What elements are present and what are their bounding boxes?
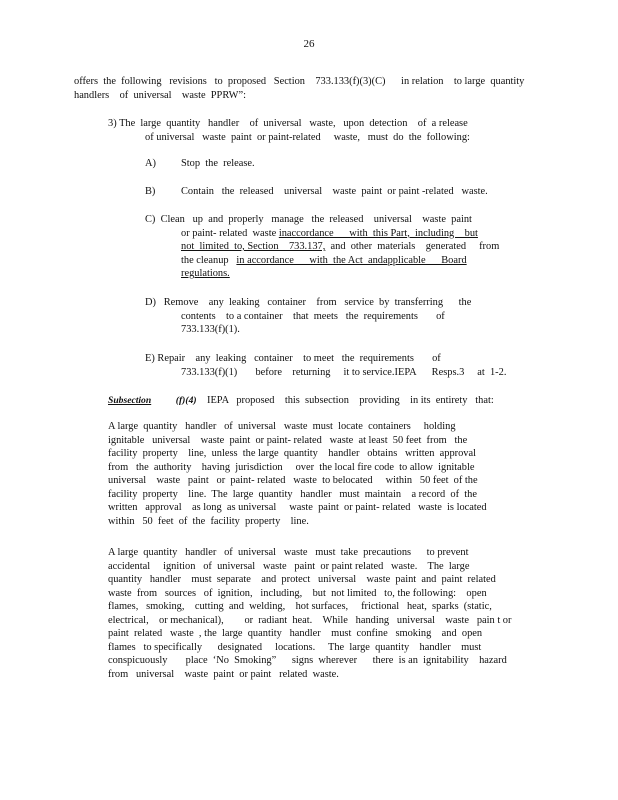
item-3-line: 3) The large quantity handler of universal waste, upon detection of a release <box>108 118 468 129</box>
intro-line: offers the following revisions to proposed Section 733.133(f)(3)(C) in relation to large quantity <box>74 76 525 87</box>
item-a <box>145 157 255 171</box>
paragraph-line: from universal waste paint or paint related waste. <box>108 668 339 680</box>
item-a-label: A) <box>145 158 156 169</box>
item-c-line <box>145 227 499 241</box>
item-d-line: 733.133(f)(1). <box>181 324 240 335</box>
item-d-line: contents to a container that meets the requirements of <box>181 310 445 322</box>
paragraph-line: accidental ignition of universal waste paint or paint related waste. The large <box>108 560 470 572</box>
item-c-line <box>145 254 499 268</box>
paragraph-line: facility property line. The large quantity handler must maintain a record of the <box>108 488 477 500</box>
paragraph-line: written approval as long as universal waste paint or paint- related waste is located <box>108 502 487 513</box>
page-number: 26 <box>303 38 315 50</box>
item-3-line: of universal waste paint or paint-related waste, must do the following: <box>145 131 470 143</box>
paragraph-line: flames to specifically designated locations. The large quantity handler must <box>108 641 482 653</box>
item-b-text: Contain the released universal waste paint or paint -related waste. <box>181 186 488 197</box>
item-c <box>145 213 499 281</box>
intro-line: handlers of universal waste PPRW”: <box>74 89 246 101</box>
paragraph-line: paint related waste , the large quantity handler must confine smoking and open <box>108 628 483 639</box>
subsection-ref: (f)(4) <box>175 395 197 406</box>
paragraph-line: within 50 feet of the facility property line. <box>108 515 309 527</box>
item-c-inserted-text: inaccordance with this Part, including but <box>278 227 478 239</box>
paragraph-line: flames, smoking, cutting and welding, hot surfaces, frictional heat, sparks (static, <box>108 601 492 612</box>
paragraph-2 <box>108 546 511 681</box>
item-c-text: and other materials generated from <box>325 241 500 252</box>
subsection-text: IEPA proposed this subsection providing in its entirety that: <box>199 395 494 406</box>
paragraph-line: electrical, or mechanical), or radiant heat. While handing universal waste pain t or <box>108 614 512 626</box>
paragraph-line: universal waste paint or paint- related waste to belocated within 50 feet of the <box>108 475 478 486</box>
paragraph-line: quantity handler must separate and protect universal waste paint and paint related <box>108 574 496 585</box>
item-b <box>145 185 488 199</box>
paragraph-line: A large quantity handler of universal waste must take precautions to prevent <box>108 547 469 558</box>
item-d <box>145 296 471 337</box>
item-c-line: C) Clean up and properly manage the released universal waste paint <box>145 214 472 225</box>
subsection-heading <box>108 394 494 408</box>
paragraph-1 <box>108 420 487 528</box>
item-e-line: E) Repair any leaking container to meet the requirements of <box>145 353 441 364</box>
paragraph-line: from the authority having jurisdiction over the local fire code to allow ignitable <box>108 461 475 473</box>
paragraph-line: ignitable universal waste paint or paint- related waste at least 50 feet from the <box>108 434 468 446</box>
item-c-text: the cleanup <box>181 254 237 266</box>
item-c-inserted-text: in accordance with the Act andapplicable Board <box>236 254 467 266</box>
item-e <box>145 352 506 379</box>
item-d-line: D) Remove any leaking container from service by transferring the <box>145 297 472 308</box>
item-e-line: 733.133(f)(1) before returning it to service.IEPA Resps.3 at 1-2. <box>181 366 507 378</box>
subsection-label: Subsection <box>108 395 152 406</box>
item-c-inserted-text: not limited to, Section 733.137, <box>181 241 326 252</box>
item-c-line <box>145 240 499 254</box>
intro-paragraph <box>74 75 524 102</box>
item-3 <box>108 117 470 144</box>
paragraph-line: A large quantity handler of universal waste must locate containers holding <box>108 421 456 432</box>
paragraph-line: facility property line, unless the large quantity handler obtains written approval <box>108 448 477 459</box>
item-c-inserted-text: regulations. <box>181 268 230 279</box>
item-c-text: or paint- related waste <box>181 227 279 239</box>
paragraph-line: waste from sources of ignition, including, but not limited to, the following: open <box>108 587 487 599</box>
item-a-text: Stop the release. <box>181 158 255 169</box>
item-c-line <box>145 267 499 281</box>
item-b-label: B) <box>145 186 156 197</box>
paragraph-line: conspicuously place ‘No Smoking” signs wherever there is an ignitability hazard <box>108 655 507 666</box>
